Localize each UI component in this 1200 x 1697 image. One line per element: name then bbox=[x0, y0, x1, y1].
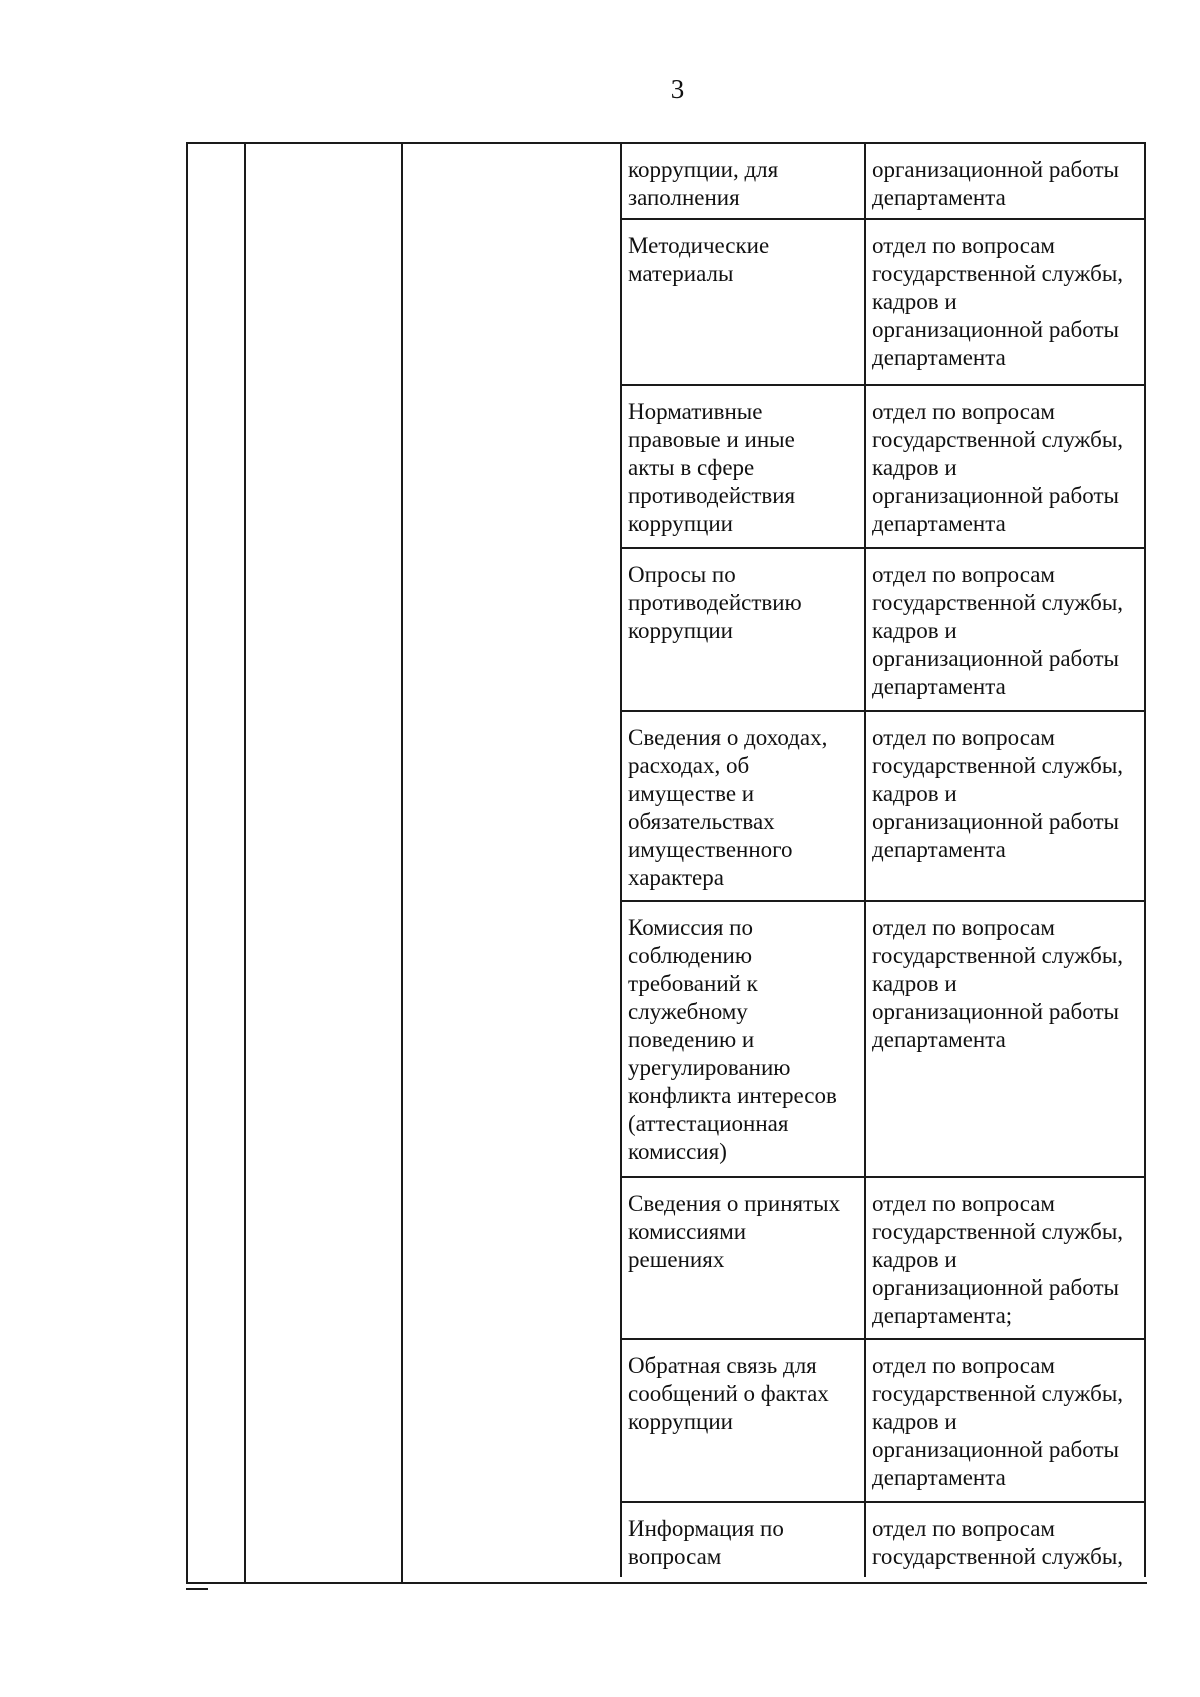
document-line: характера bbox=[628, 865, 724, 890]
document-line: Информация по bbox=[628, 1516, 784, 1541]
table-top-border bbox=[186, 142, 626, 144]
department-line: департамента bbox=[872, 345, 1006, 370]
document-line: служебному bbox=[628, 999, 748, 1024]
department-line: отдел по вопросам bbox=[872, 915, 1055, 940]
department-line: организационной работы bbox=[872, 1275, 1119, 1300]
department-line: кадров и bbox=[872, 618, 957, 643]
document-line: урегулированию bbox=[628, 1055, 791, 1080]
document-line: акты в сфере bbox=[628, 455, 755, 480]
department-line: государственной службы, bbox=[872, 1381, 1124, 1406]
department-line: отдел по вопросам bbox=[872, 1353, 1055, 1378]
department-cell bbox=[864, 220, 1146, 384]
document-line: Сведения о доходах, bbox=[628, 725, 828, 750]
department-line: организационной работы bbox=[872, 1437, 1119, 1462]
department-line: кадров и bbox=[872, 1409, 957, 1434]
document-line: противодействию bbox=[628, 590, 802, 615]
document-line: коррупции bbox=[628, 618, 733, 643]
document-line: имущественного bbox=[628, 837, 793, 862]
department-line: департамента; bbox=[872, 1303, 1013, 1328]
document-line: Обратная связь для bbox=[628, 1353, 817, 1378]
department-line: организационной работы bbox=[872, 317, 1119, 342]
document-line: противодействия bbox=[628, 483, 796, 508]
department-line: государственной службы, bbox=[872, 427, 1124, 452]
document-line: обязательствах bbox=[628, 809, 775, 834]
department-line: отдел по вопросам bbox=[872, 562, 1055, 587]
department-cell bbox=[864, 902, 1146, 1176]
page-number: 3 bbox=[670, 74, 685, 104]
department-cell bbox=[864, 386, 1146, 547]
document-line: требований к bbox=[628, 971, 758, 996]
document-line: соблюдению bbox=[628, 943, 753, 968]
document-line: заполнения bbox=[628, 185, 740, 210]
department-line: отдел по вопросам bbox=[872, 1516, 1055, 1541]
document-cell bbox=[620, 144, 864, 218]
document-line: правовые и иные bbox=[628, 427, 795, 452]
department-line: организационной работы bbox=[872, 999, 1119, 1024]
department-line: организационной работы bbox=[872, 483, 1119, 508]
document-line: вопросам bbox=[628, 1544, 722, 1569]
table-row bbox=[620, 1338, 1146, 1501]
document-line: коррупции, для bbox=[628, 157, 779, 182]
department-line: кадров и bbox=[872, 781, 957, 806]
department-cell bbox=[864, 1340, 1146, 1501]
department-line: департамента bbox=[872, 1027, 1006, 1052]
department-line: отдел по вопросам bbox=[872, 399, 1055, 424]
document-line: имуществе и bbox=[628, 781, 755, 806]
document-cell bbox=[620, 902, 864, 1176]
department-line: кадров и bbox=[872, 455, 957, 480]
document-cell bbox=[620, 220, 864, 384]
table-row bbox=[620, 384, 1146, 547]
department-line: отдел по вопросам bbox=[872, 1191, 1055, 1216]
table-row bbox=[620, 900, 1146, 1176]
document-line: сообщений о фактах bbox=[628, 1381, 829, 1406]
document-line: комиссия) bbox=[628, 1139, 727, 1164]
document-cell bbox=[620, 1178, 864, 1338]
department-line: государственной службы, bbox=[872, 590, 1124, 615]
department-line: департамента bbox=[872, 185, 1006, 210]
department-line: государственной службы, bbox=[872, 261, 1124, 286]
column-divider-2 bbox=[244, 142, 246, 1584]
document-table bbox=[186, 142, 1147, 1590]
department-cell bbox=[864, 712, 1146, 900]
table-bottom-border bbox=[186, 1582, 1147, 1584]
document-cell bbox=[620, 1340, 864, 1501]
document-line: Методические bbox=[628, 233, 770, 258]
department-line: отдел по вопросам bbox=[872, 725, 1055, 750]
document-line: Опросы по bbox=[628, 562, 736, 587]
document-line: коррупции bbox=[628, 1409, 733, 1434]
department-line: департамента bbox=[872, 1465, 1006, 1490]
department-cell bbox=[864, 549, 1146, 710]
document-line: Сведения о принятых bbox=[628, 1191, 841, 1216]
document-cell bbox=[620, 386, 864, 547]
document-line: решениях bbox=[628, 1247, 725, 1272]
department-line: государственной службы, bbox=[872, 1544, 1124, 1569]
department-line: департамента bbox=[872, 511, 1006, 536]
table-row bbox=[620, 142, 1146, 218]
department-line: государственной службы, bbox=[872, 943, 1124, 968]
department-line: кадров и bbox=[872, 1247, 957, 1272]
department-line: государственной службы, bbox=[872, 753, 1124, 778]
department-line: отдел по вопросам bbox=[872, 233, 1055, 258]
table-row bbox=[620, 1176, 1146, 1338]
document-cell bbox=[620, 712, 864, 900]
department-line: департамента bbox=[872, 674, 1006, 699]
table-row bbox=[620, 547, 1146, 710]
table-row bbox=[620, 1501, 1146, 1577]
document-cell bbox=[620, 1503, 864, 1577]
department-line: кадров и bbox=[872, 971, 957, 996]
department-cell bbox=[864, 1503, 1146, 1577]
column-divider-3 bbox=[401, 142, 403, 1584]
document-line: поведению и bbox=[628, 1027, 755, 1052]
document-line: коррупции bbox=[628, 511, 733, 536]
department-cell bbox=[864, 1178, 1146, 1338]
document-line: материалы bbox=[628, 261, 734, 286]
table-row bbox=[620, 218, 1146, 384]
department-line: департамента bbox=[872, 837, 1006, 862]
table-rows bbox=[620, 142, 1146, 1577]
column-divider-1 bbox=[186, 142, 188, 1584]
document-line: (аттестационная bbox=[628, 1111, 789, 1136]
document-cell bbox=[620, 549, 864, 710]
document-line: конфликта интересов bbox=[628, 1083, 837, 1108]
document-line: расходах, об bbox=[628, 753, 750, 778]
department-line: организационной работы bbox=[872, 157, 1119, 182]
department-cell bbox=[864, 144, 1146, 218]
department-line: государственной службы, bbox=[872, 1219, 1124, 1244]
department-line: организационной работы bbox=[872, 809, 1119, 834]
document-line: комиссиями bbox=[628, 1219, 747, 1244]
department-line: кадров и bbox=[872, 289, 957, 314]
document-line: Комиссия по bbox=[628, 915, 753, 940]
department-line: организационной работы bbox=[872, 646, 1119, 671]
document-line: Нормативные bbox=[628, 399, 763, 424]
table-row bbox=[620, 710, 1146, 900]
table-bottom-tick bbox=[186, 1588, 208, 1590]
